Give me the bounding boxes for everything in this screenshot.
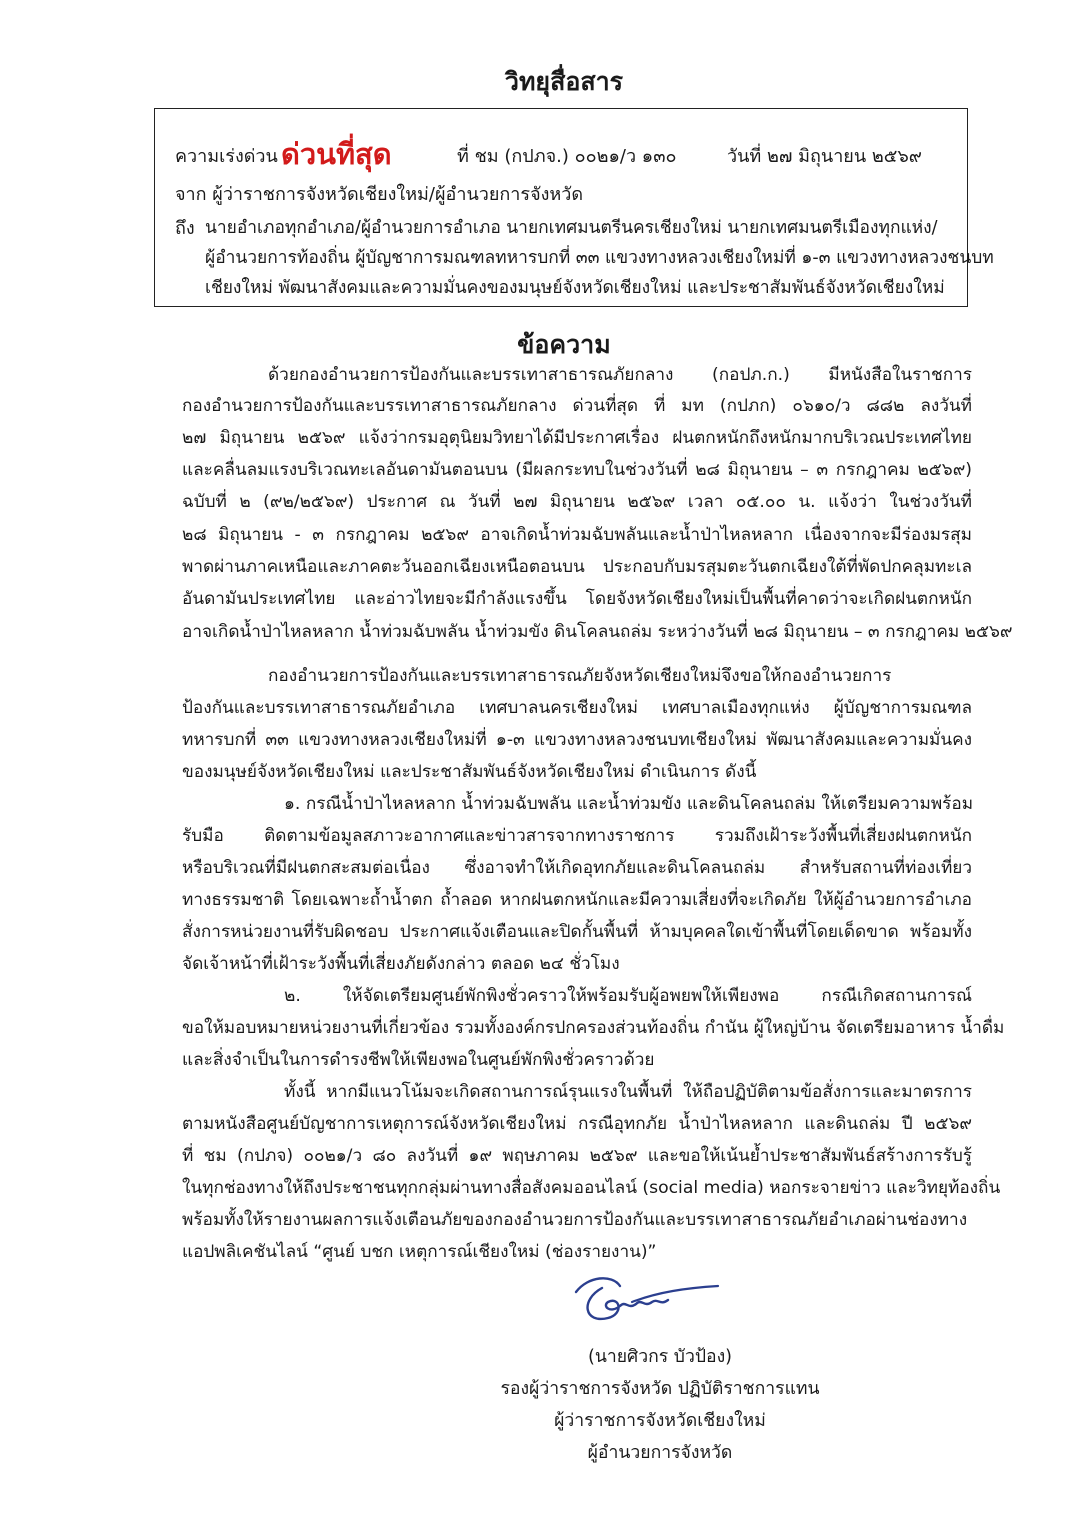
to-label: ถึง [175, 218, 195, 239]
signer-name: (นายศิวกร บัวป้อง) [587, 1347, 733, 1367]
signer-title: ผู้ว่าราชการจังหวัดเชียงใหม่ [554, 1411, 766, 1431]
body-line: กองอำนวยการป้องกันและบรรเทาสาธารณภัยกลาง ด่วนที่สุด ที่ มท (กปภก) ๐๖๑๐/ว ๘๘๒ ลงวันที่ [182, 396, 972, 416]
body-line: ของมนุษย์จังหวัดเชียงใหม่ และประชาสัมพันธ์จังหวัดเชียงใหม่ ดำเนินการ ดังนี้ [182, 762, 757, 782]
body-line: หรือบริเวณที่มีฝนตกสะสมต่อเนื่อง ซึ่งอาจทำให้เกิดอุทกภัยและดินโคลนถล่ม สำหรับสถานที่ท่องเที่ยว [182, 858, 972, 878]
body-line: ๒๘ มิถุนายน - ๓ กรกฎาคม ๒๕๖๙ อาจเกิดน้ำท่วมฉับพลันและน้ำป่าไหลหลาก เนื่องจากจะมีร่องมรสุม [182, 525, 972, 545]
body-line: ทั้งนี้ หากมีแนวโน้มจะเกิดสถานการณ์รุนแรงในพื้นที่ ให้ถือปฏิบัติตามข้อสั่งการและมาตรการ [284, 1082, 972, 1102]
body-line: อาจเกิดน้ำป่าไหลหลาก น้ำท่วมฉับพลัน น้ำท่วมขัง ดินโคลนถล่ม ระหว่างวันที่ ๒๘ มิถุนายน – ๓ กรกฎาคม ๒๕๖๙ [182, 622, 1013, 642]
signer-title: ผู้อำนวยการจังหวัด [587, 1443, 733, 1463]
document-date: วันที่ ๒๗ มิถุนายน ๒๕๖๙ [727, 146, 922, 167]
document-title: วิทยุสื่อสาร [504, 67, 624, 96]
reference-number: ที่ ชม (กปภจ.) ๐๐๒๑/ว ๑๓๐ [457, 146, 677, 167]
urgency-value: ด่วนที่สุด [281, 137, 392, 171]
body-line: พร้อมทั้งให้รายงานผลการแจ้งเตือนภัยของกองอำนวยการป้องกันและบรรเทาสาธารณภัยอำเภอผ่านช่องทาง [182, 1210, 968, 1230]
body-line: รับมือ ติดตามข้อมูลสภาวะอากาศและข่าวสารจากทางราชการ รวมถึงเฝ้าระวังพื้นที่เสี่ยงฝนตกหนัก [182, 826, 972, 846]
message-heading: ข้อความ [517, 330, 611, 359]
body-line: และสิ่งจำเป็นในการดำรงชีพให้เพียงพอในศูนย์พักพิงชั่วคราวด้วย [182, 1050, 655, 1070]
urgency-label: ความเร่งด่วน [175, 146, 278, 167]
body-line: จัดเจ้าหน้าที่เฝ้าระวังพื้นที่เสี่ยงภัยดังกล่าว ตลอด ๒๔ ชั่วโมง [182, 954, 620, 974]
body-line: ที่ ชม (กปภจ) ๐๐๒๑/ว ๘๐ ลงวันที่ ๑๙ พฤษภาคม ๒๕๖๙ และขอให้เน้นย้ำประชาสัมพันธ์สร้างการรับรู้ [182, 1146, 972, 1166]
recipient-line: เชียงใหม่ พัฒนาสังคมและความมั่นคงของมนุษย์จังหวัดเชียงใหม่ และประชาสัมพันธ์จังหวัดเชียงใหม่ [205, 278, 945, 298]
body-line: ฉบับที่ ๒ (๙๒/๒๕๖๙) ประกาศ ณ วันที่ ๒๗ มิถุนายน ๒๕๖๙ เวลา ๐๕.๐๐ น. แจ้งว่า ในช่วงวันที่ [182, 492, 972, 512]
body-line: อันดามันประเทศไทย และอ่าวไทยจะมีกำลังแรงขึ้น โดยจังหวัดเชียงใหม่เป็นพื้นที่คาดว่าจะเกิดฝนตกหนัก [182, 589, 972, 609]
recipient-line: นายอำเภอทุกอำเภอ/ผู้อำนวยการอำเภอ นายกเทศมนตรีนครเชียงใหม่ นายกเทศมนตรีเมืองทุกแห่ง/ [205, 218, 938, 238]
from-line: จาก ผู้ว่าราชการจังหวัดเชียงใหม่/ผู้อำนวยการจังหวัด [175, 184, 584, 205]
body-line: กองอำนวยการป้องกันและบรรเทาสาธารณภัยจังหวัดเชียงใหม่จึงขอให้กองอำนวยการ [268, 666, 892, 686]
recipient-line: ผู้อำนวยการท้องถิ่น ผู้บัญชาการมณฑลทหารบกที่ ๓๓ แขวงทางหลวงเชียงใหม่ที่ ๑-๓ แขวงทางหลวงชนบท [205, 248, 994, 268]
body-line: ๒. ให้จัดเตรียมศูนย์พักพิงชั่วคราวให้พร้อมรับผู้อพยพให้เพียงพอ กรณีเกิดสถานการณ์ [284, 986, 972, 1006]
body-line: และคลื่นลมแรงบริเวณทะเลอันดามันตอนบน (มีผลกระทบในช่วงวันที่ ๒๘ มิถุนายน – ๓ กรกฎาคม ๒๕๖๙) [182, 460, 972, 480]
signer-position: รองผู้ว่าราชการจังหวัด ปฏิบัติราชการแทน [500, 1379, 820, 1399]
body-line: ด้วยกองอำนวยการป้องกันและบรรเทาสาธารณภัยกลาง (กอปภ.ก.) มีหนังสือในราชการ [268, 365, 972, 385]
handwritten-signature-icon [562, 1266, 722, 1332]
body-line: ในทุกช่องทางให้ถึงประชาชนทุกกลุ่มผ่านทางสื่อสังคมออนไลน์ (social media) หอกระจายข่าว และวิทยุท้องถิ่น [182, 1178, 1001, 1198]
body-line: ๑. กรณีน้ำป่าไหลหลาก น้ำท่วมฉับพลัน และน้ำท่วมขัง และดินโคลนถล่ม ให้เตรียมความพร้อม [284, 794, 974, 814]
body-line: ๒๗ มิถุนายน ๒๕๖๙ แจ้งว่ากรมอุตุนิยมวิทยาได้มีประกาศเรื่อง ฝนตกหนักถึงหนักมากบริเวณประเทศไทย [182, 428, 972, 448]
body-line: พาดผ่านภาคเหนือและภาคตะวันออกเฉียงเหนือตอนบน ประกอบกับมรสุมตะวันตกเฉียงใต้ที่พัดปกคลุมทะเล [182, 557, 972, 577]
body-line: ทางธรรมชาติ โดยเฉพาะถ้ำน้ำตก ถ้ำลอด หากฝนตกหนักและมีความเสี่ยงที่จะเกิดภัย ให้ผู้อำนวยการอำเภอ [182, 890, 972, 910]
body-line: ทหารบกที่ ๓๓ แขวงทางหลวงเชียงใหม่ที่ ๑-๓ แขวงทางหลวงชนบทเชียงใหม่ พัฒนาสังคมและความมั่นคง [182, 730, 972, 750]
body-line: ตามหนังสือศูนย์บัญชาการเหตุการณ์จังหวัดเชียงใหม่ กรณีอุทกภัย น้ำป่าไหลหลาก และดินถล่ม ปี ๒๕๖๙ [182, 1114, 972, 1134]
body-line: ป้องกันและบรรเทาสาธารณภัยอำเภอ เทศบาลนครเชียงใหม่ เทศบาลเมืองทุกแห่ง ผู้บัญชาการมณฑล [182, 698, 972, 718]
body-line: แอปพลิเคชันไลน์ “ศูนย์ บชก เหตุการณ์เชียงใหม่ (ช่องรายงาน)” [182, 1242, 657, 1262]
body-line: ขอให้มอบหมายหน่วยงานที่เกี่ยวข้อง รวมทั้งองค์กรปกครองส่วนท้องถิ่น กำนัน ผู้ใหญ่บ้าน จัดเตรียมอาหาร น้ำดื่ม [182, 1018, 1005, 1038]
header-box [154, 108, 994, 307]
body-line: สั่งการหน่วยงานที่รับผิดชอบ ประกาศแจ้งเตือนและปิดกั้นพื้นที่ ห้ามบุคคลใดเข้าพื้นที่โดยเด็ดขาด พร้อมทั้ง [182, 922, 972, 942]
